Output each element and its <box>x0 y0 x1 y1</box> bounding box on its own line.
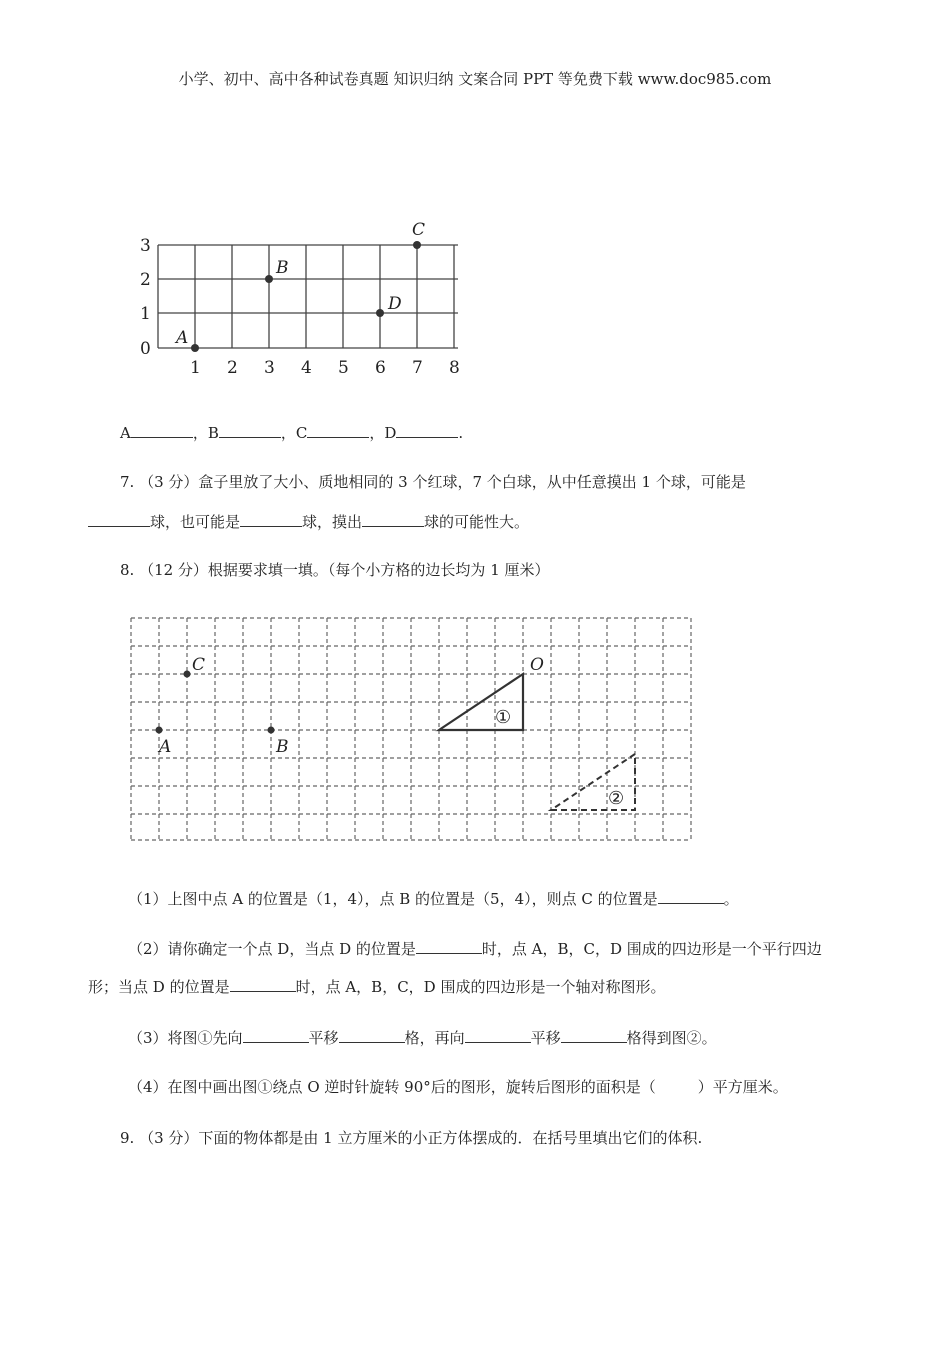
q7-blank-2[interactable] <box>240 511 302 527</box>
q8-sub2-blank-2[interactable] <box>230 976 296 992</box>
y-tick: 1 <box>140 304 151 324</box>
label-b: B <box>276 258 289 278</box>
q8-sub2-line1: （2）请你确定一个点 D，当点 D 的位置是 时，点 A，B，C，D 围成的四边形是一个平行四边 <box>128 940 822 958</box>
blank-d[interactable] <box>396 422 458 438</box>
q8-title: 8. （12 分）根据要求填一填。（每个小方格的边长均为 1 厘米） <box>120 561 550 579</box>
x-tick: 5 <box>338 358 349 378</box>
dashed-grid-lines <box>131 618 691 840</box>
point-c <box>413 241 421 249</box>
q8-point-c <box>184 671 191 678</box>
x-tick: 8 <box>449 358 460 378</box>
label-d: D <box>388 294 402 314</box>
x-tick: 7 <box>412 358 423 378</box>
q7-line2: 球，也可能是 球，摸出 球的可能性大。 <box>88 511 529 532</box>
blank-c[interactable] <box>307 422 369 438</box>
x-tick: 3 <box>264 358 275 378</box>
q8-point-a <box>156 727 163 734</box>
x-tick: 1 <box>190 358 201 378</box>
figure-2-label: ② <box>608 788 625 809</box>
point-b <box>265 275 273 283</box>
q7-line1: 7. （3 分）盒子里放了大小、质地相同的 3 个红球，7 个白球，从中任意摸出 1 个球，可能是 <box>120 473 746 491</box>
q7-blank-3[interactable] <box>362 511 424 527</box>
x-tick: 6 <box>375 358 386 378</box>
q7-blank-1[interactable] <box>88 511 150 527</box>
q8-sub3-blank-2[interactable] <box>339 1027 405 1043</box>
q8-sub2-line2: 形；当点 D 的位置是 时，点 A，B，C，D 围成的四边形是一个轴对称图形。 <box>88 978 666 996</box>
q8-sub3-blank-3[interactable] <box>465 1027 531 1043</box>
q8-sub2-blank-1[interactable] <box>416 938 482 954</box>
x-tick: 2 <box>227 358 238 378</box>
q8-label-b: B <box>276 737 289 757</box>
x-tick: 4 <box>301 358 312 378</box>
page-header: 小学、初中、高中各种试卷真题 知识归纳 文案合同 PPT 等免费下载 www.doc985.com <box>178 70 772 88</box>
q8-label-o: O <box>530 655 544 675</box>
label-c: C <box>412 220 426 240</box>
answer-line-abcd: A ，B ，C ，D . <box>120 424 464 442</box>
q8-sub3-blank-4[interactable] <box>561 1027 627 1043</box>
q8-sub1: （1）上图中点 A 的位置是（1，4），点 B 的位置是（5，4），则点 C 的位置是 。 <box>128 890 739 908</box>
q8-sub3-blank-1[interactable] <box>243 1027 309 1043</box>
q8-dashed-grid <box>125 612 700 848</box>
q9-text: 9. （3 分）下面的物体都是由 1 立方厘米的小正方体摆成的．在括号里填出它们的体积. <box>120 1129 703 1147</box>
blank-a[interactable] <box>131 422 193 438</box>
point-d <box>376 309 384 317</box>
q8-label-a: A <box>159 737 172 757</box>
q8-label-c: C <box>192 655 206 675</box>
label-a: A <box>176 328 189 348</box>
y-tick: 2 <box>140 270 151 290</box>
grid-lines <box>158 245 458 348</box>
blank-b[interactable] <box>219 422 281 438</box>
figure-1-label: ① <box>495 707 512 728</box>
y-tick: 3 <box>140 236 151 256</box>
q8-point-b <box>268 727 275 734</box>
q8-sub4: （4）在图中画出图①绕点 O 逆时针旋转 90°后的图形，旋转后图形的面积是（ ）平方厘米。 <box>128 1078 788 1096</box>
q8-sub1-blank[interactable] <box>658 888 724 904</box>
q8-sub3: （3）将图①先向 平移 格，再向 平移 格得到图②。 <box>128 1029 717 1047</box>
y-tick: 0 <box>140 339 151 359</box>
point-a <box>191 344 199 352</box>
coordinate-grid-abcd <box>120 215 480 385</box>
